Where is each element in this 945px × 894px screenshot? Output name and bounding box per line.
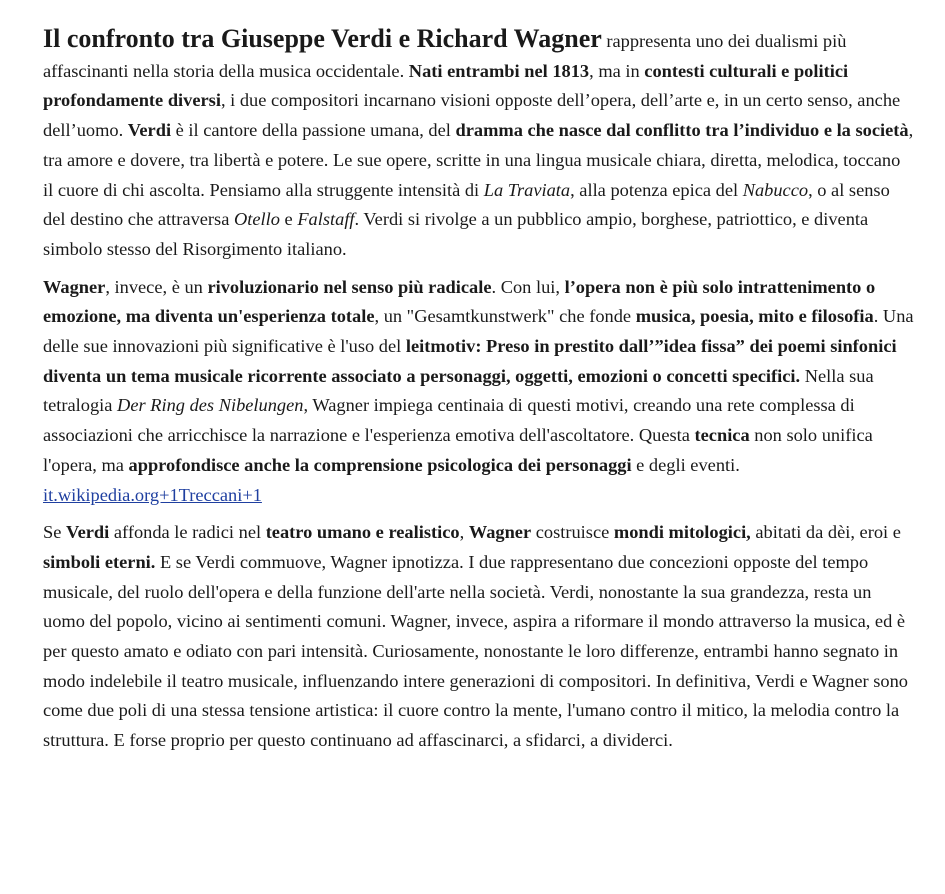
bold-text: Verdi: [127, 120, 172, 141]
text-run: , i due compositori incarnano visioni opposte dell’opera, dell’arte e, in un certo senso, anche dell’uomo.: [43, 90, 901, 141]
paragraph-1-body: [43, 31, 913, 259]
text-run: e degli eventi.: [631, 454, 740, 475]
bold-text: l’opera non è più solo intrattenimento o emozione, ma diventa un'esperienza totale: [43, 276, 876, 327]
italic-title: Falstaff: [297, 209, 355, 230]
article-title: Il confronto tra Giuseppe Verdi e Richard Wagner: [43, 24, 602, 53]
paragraph-2: [43, 273, 915, 511]
text-run: , Wagner impiega centinaia di questi motivi, creando una rete complessa di associazioni che arricchisce la narrazione e l'esperienza emotiva dell'ascoltatore. Questa: [43, 395, 855, 446]
bold-text: leitmotiv: Preso in prestito dall’”idea fissa” dei poemi sinfonici diventa un tema musicale ricorrente associato a personaggi, oggetti, emozioni o concetti specifici.: [43, 336, 897, 386]
text-run: ,: [459, 522, 469, 543]
text-run: Se: [43, 522, 66, 543]
text-run: , alla potenza epica del: [570, 179, 743, 200]
bold-text: musica, poesia, mito e filosofia: [635, 306, 874, 327]
bold-text: rivoluzionario nel senso più radicale: [207, 276, 492, 297]
text-run: , un "Gesamtkunstwerk" che fonde: [374, 306, 636, 327]
bold-text: Verdi: [66, 522, 110, 543]
text-run: è il cantore della passione umana, del: [171, 120, 456, 141]
bold-text: Wagner: [43, 276, 106, 297]
italic-title: Der Ring des Nibelungen: [117, 395, 304, 416]
text-run: abitati da dèi, eroi e: [750, 522, 901, 543]
bold-text: simboli eterni.: [43, 551, 156, 572]
text-run: , ma in: [589, 60, 645, 81]
text-run: costruisce: [531, 522, 614, 543]
text-run: E se Verdi commuove, Wagner ipnotizza. I due rappresentano due concezioni opposte del tempo musicale, del ruolo dell'opera e della funzione dell'arte nella società. Verdi, nonostante la sua grandezza, resta un uomo del popolo, vicino ai sentimenti comuni. Wagner, invece, aspira a riformare il mondo attraverso la musica, ed è per questo amato e odiato con pari intensità. Curiosamente, nonostante le loro differenze, entrambi hanno segnato in modo indelebile il teatro musicale, influenzando intere generazioni di compositori. In definitiva, Verdi e Wagner sono come due poli di una stessa tensione artistica: il cuore contro la mente, l'umano contro il mitico, la melodia contro la struttura. E forse proprio per questo continuano ad affascinarci, a sfidarci, a dividerci.: [43, 551, 909, 751]
text-run: . Verdi si rivolge a un pubblico ampio, borghese, patriottico, e diventa simbolo stesso del Risorgimento italiano.: [43, 209, 869, 259]
text-run: affonda le radici nel: [109, 522, 266, 543]
paragraph-1: [43, 24, 915, 265]
text-run: Nella sua tetralogia: [43, 365, 874, 416]
bold-text: approfondisce anche la comprensione psicologica dei personaggi: [128, 454, 632, 475]
bold-text: Nati entrambi nel 1813: [408, 60, 590, 81]
italic-title: Otello: [233, 209, 280, 230]
text-run: e: [279, 209, 298, 230]
bold-text: dramma che nasce dal conflitto tra l’individuo e la società: [455, 120, 909, 141]
italic-title: La Traviata: [483, 179, 571, 200]
bold-text: teatro umano e realistico: [265, 522, 460, 543]
text-run: , o al senso del destino che attraversa: [43, 179, 890, 230]
bold-text: Wagner: [468, 522, 532, 543]
bold-text: mondi mitologici,: [613, 522, 751, 543]
bold-text: contesti culturali e politici profondamente diversi: [43, 60, 849, 111]
text-run: , invece, è un: [105, 276, 208, 297]
italic-title: Nabucco: [742, 179, 809, 200]
bold-text: tecnica: [694, 425, 750, 446]
text-run: rappresenta uno dei dualismi più affascinanti nella storia della musica occidentale.: [43, 31, 847, 81]
source-link[interactable]: it.wikipedia.org+1Treccani+1: [43, 484, 262, 505]
paragraph-3: [43, 518, 915, 756]
text-run: . Una delle sue innovazioni più significative è l'uso del: [43, 306, 914, 357]
text-run: . Con lui,: [491, 276, 565, 297]
text-run: non solo unifica l'opera, ma: [43, 425, 873, 475]
text-run: , tra amore e dovere, tra libertà e potere. Le sue opere, scritte in una lingua musicale chiara, diretta, melodica, toccano il cuore di chi ascolta. Pensiamo alla struggente intensità di: [43, 120, 914, 200]
